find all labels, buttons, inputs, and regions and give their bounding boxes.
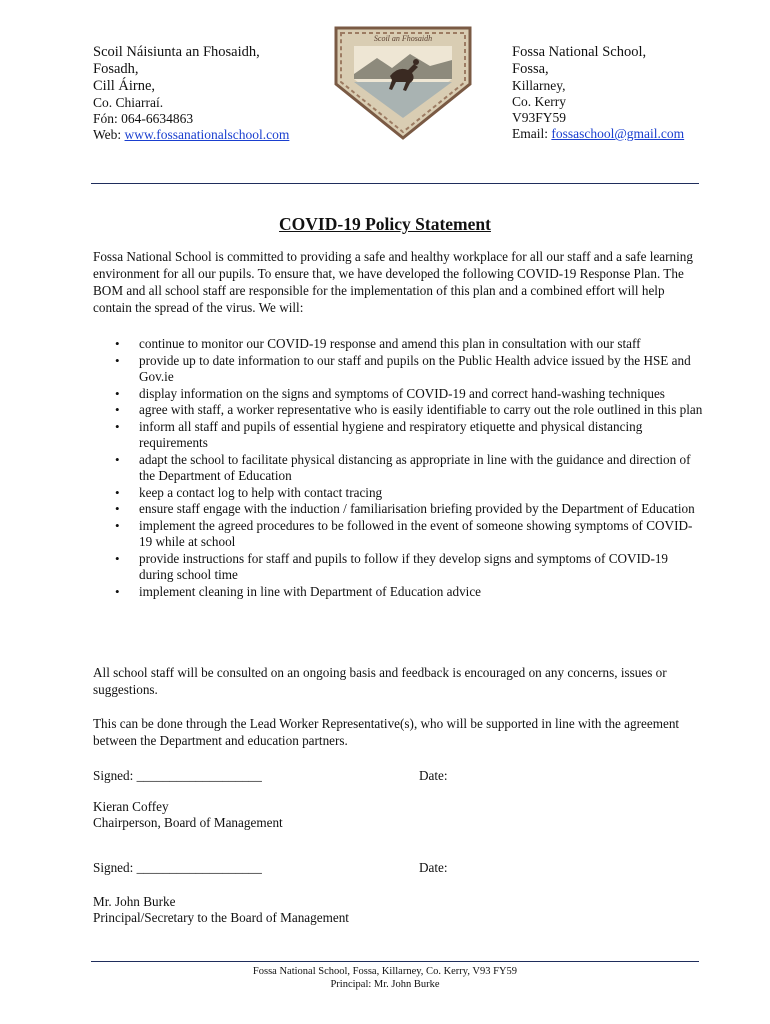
signatory-role: Chairperson, Board of Management	[93, 815, 283, 830]
irish-address-line: Fosadh,	[93, 61, 139, 77]
signatory-name: Kieran Coffey	[93, 799, 169, 814]
list-item: • keep a contact log to help with contact tracing	[93, 485, 703, 502]
irish-address-line: Co. Chiarraí.	[93, 95, 164, 110]
representative-paragraph: This can be done through the Lead Worker Representative(s), who will be supported in line with the agreement between the Department and education partners.	[93, 716, 680, 748]
signature-line: Signed: ___________________	[93, 860, 262, 875]
list-item: • provide instructions for staff and pupils to follow if they develop signs and symptoms of COVID-19 during school time	[93, 551, 703, 584]
header-divider	[91, 183, 699, 184]
english-address-line: Fossa National School,	[512, 44, 647, 60]
school-crest	[332, 24, 474, 142]
email-link[interactable]: fossaschool@gmail.com	[551, 126, 685, 141]
list-item: • agree with staff, a worker representative who is easily identifiable to carry out the role outlined in this plan	[93, 402, 703, 419]
footer-principal: Principal: Mr. John Burke	[330, 979, 440, 990]
page-title: COVID-19 Policy Statement	[279, 214, 491, 234]
list-item: • ensure staff engage with the induction / familiarisation briefing provided by the Department of Education	[93, 501, 703, 518]
footer-divider	[91, 961, 699, 962]
web-label: Web:	[93, 127, 122, 142]
signatory-name: Mr. John Burke	[93, 894, 176, 909]
crest-motto: Scoil an Fhosaidh	[373, 34, 433, 43]
date-label: Date:	[419, 768, 448, 783]
intro-paragraph: Fossa National School is committed to providing a safe and healthy workplace for all our staff and a safe learning environment for all our pupils. To ensure that, we have developed the following COVID-19 Response Plan. The BOM and all school staff are responsible for the implementation of this plan and a combined effort will help contain the spread of the virus. We will:	[93, 249, 693, 315]
list-item: • display information on the signs and symptoms of COVID-19 and correct hand-washing techniques	[93, 386, 703, 403]
email-label: Email:	[512, 126, 548, 141]
english-address-line: Fossa,	[512, 61, 549, 77]
signatory-role: Principal/Secretary to the Board of Management	[93, 910, 349, 925]
list-item: • adapt the school to facilitate physical distancing as appropriate in line with the guidance and direction of the Department of Education	[93, 452, 703, 485]
list-item: • continue to monitor our COVID-19 response and amend this plan in consultation with our staff	[93, 336, 703, 353]
website-link[interactable]: www.fossanationalschool.com	[124, 127, 290, 142]
consultation-paragraph: All school staff will be consulted on an ongoing basis and feedback is encouraged on any concerns, issues or suggestions.	[93, 665, 667, 697]
signature-line: Signed: ___________________	[93, 768, 262, 783]
english-address-line: Co. Kerry	[512, 94, 566, 109]
list-item: • implement cleaning in line with Department of Education advice	[93, 584, 703, 601]
date-label: Date:	[419, 860, 448, 875]
email-line	[512, 126, 684, 142]
list-item: • provide up to date information to our staff and pupils on the Public Health advice issued by the HSE and Gov.ie	[93, 353, 703, 386]
list-item: • implement the agreed procedures to be followed in the event of someone showing symptoms of COVID-19 while at school	[93, 518, 703, 551]
eircode: V93FY59	[512, 110, 567, 125]
footer-address: Fossa National School, Fossa, Killarney, Co. Kerry, V93 FY59	[252, 966, 518, 977]
english-address-line: Killarney,	[512, 78, 566, 93]
list-item: • inform all staff and pupils of essential hygiene and respiratory etiquette and physical distancing requirements	[93, 419, 703, 452]
commitments-list	[93, 336, 703, 600]
irish-address-line: Scoil Náisiunta an Fhosaidh,	[93, 44, 260, 60]
irish-address-block	[93, 44, 289, 143]
irish-web-line	[93, 127, 289, 143]
irish-phone: Fón: 064-6634863	[93, 111, 194, 126]
english-address-block	[512, 44, 684, 142]
irish-address-line: Cill Áirne,	[93, 78, 156, 94]
